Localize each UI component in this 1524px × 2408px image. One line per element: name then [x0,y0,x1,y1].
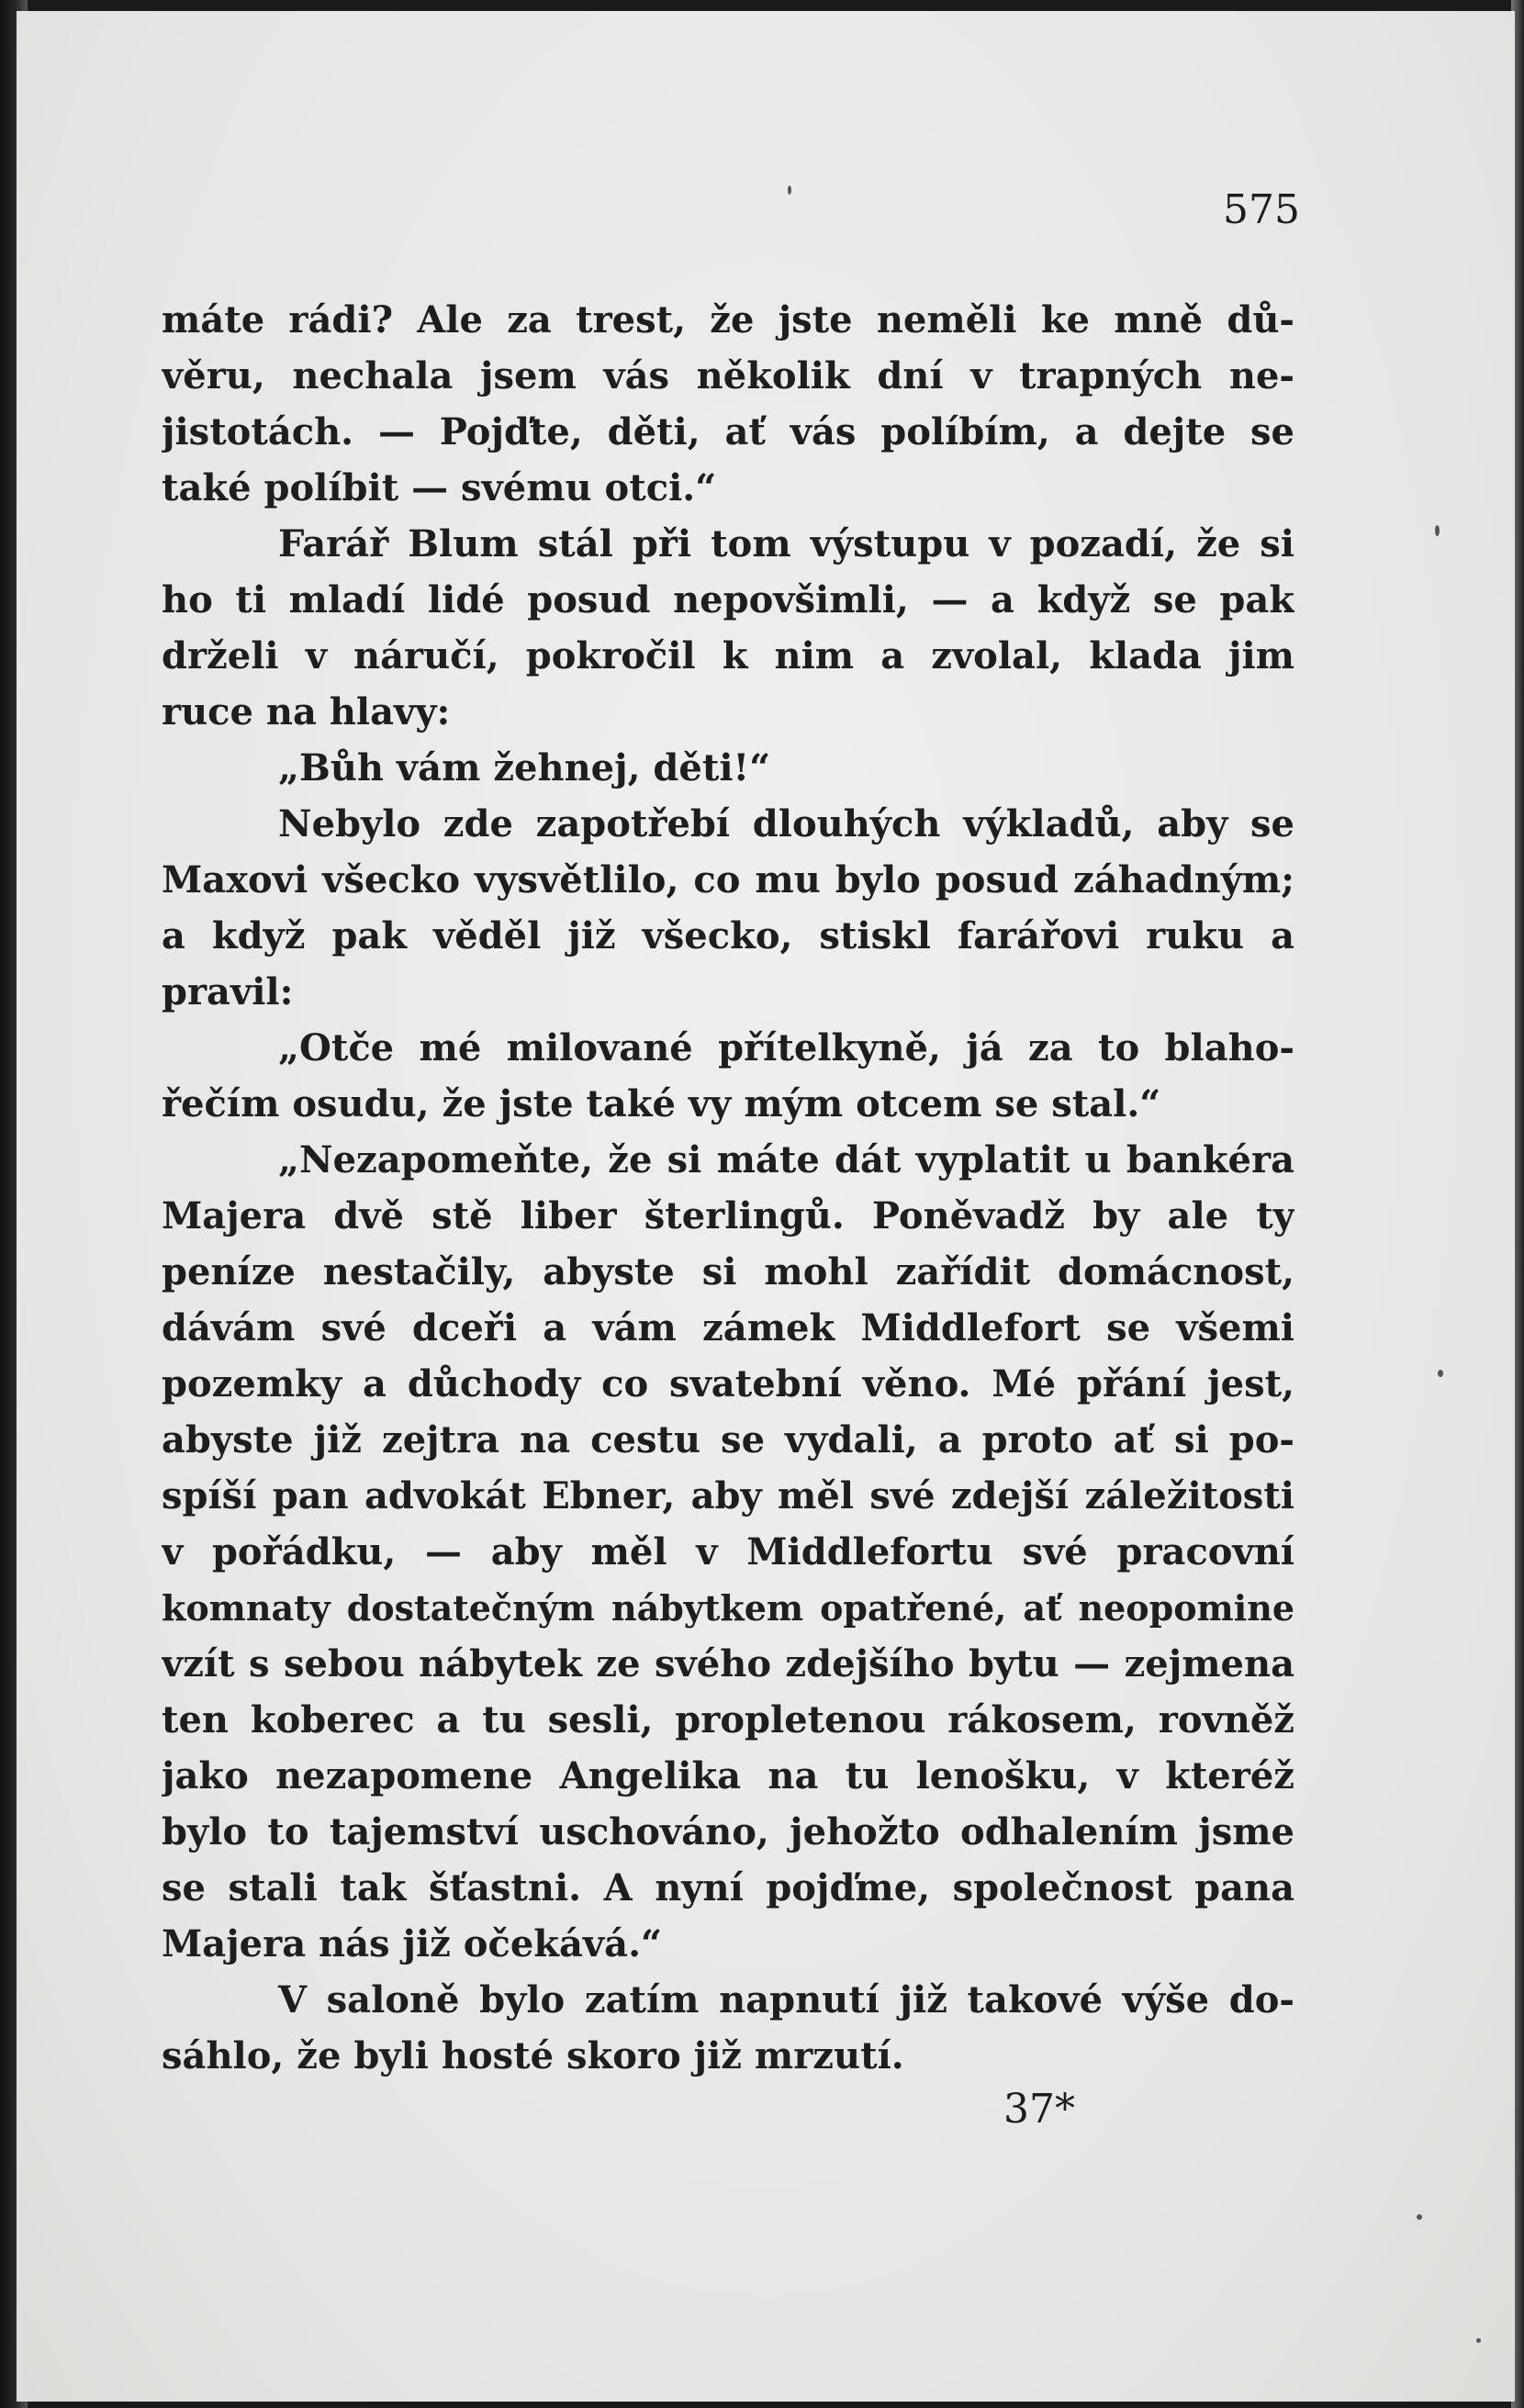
text-line: ruce na hlavy: [162,690,451,734]
text-line: pozemky a důchody co svatební věno. Mé přání jest, [162,1362,1294,1406]
text-line: abyste již zejtra na cestu se vydali, a proto ať si po- [162,1418,1294,1462]
text-line: „Otče mé milované přítelkyně, já za to blaho- [278,1026,1294,1070]
text-line: peníze nestačily, abyste si mohl zařídit domácnost, [162,1250,1294,1294]
text-line: ten koberec a tu sesli, propletenou rákosem, rovněž [162,1698,1294,1742]
text-line: také políbit — svému otci.“ [162,466,717,510]
text-line: spíší pan advokát Ebner, aby měl své zdejší záležitosti [162,1474,1294,1518]
text-line: Majera dvě stě liber šterlingů. Poněvadž by ale ty [162,1194,1294,1238]
text-line: se stali tak šťastni. A nyní pojďme, společnost pana [162,1866,1294,1910]
scan-speck [788,185,791,195]
text-line: řečím osudu, že jste také vy mým otcem se stal.“ [162,1082,1161,1126]
text-line: drželi v náručí, pokročil k nim a zvolal, klada jim [162,634,1294,678]
text-line: vzít s sebou nábytek ze svého zdejšího bytu — zejmena [162,1642,1294,1686]
text-line: dávám své dceři a vám zámek Middlefort se všemi [162,1306,1294,1350]
text-line: Maxovi všecko vysvětlilo, co mu bylo posud záhadným; [162,858,1294,902]
text-line: komnaty dostatečným nábytkem opatřené, ať neopomine [162,1587,1294,1629]
scan-speck [1435,525,1440,536]
scan-speck [1438,1370,1443,1377]
text-line: Farář Blum stál při tom výstupu v pozadí, že si [278,522,1294,566]
text-line: ho ti mladí lidé posud nepovšimli, — a když se pak [162,578,1294,622]
scan-speck [1417,2214,1422,2220]
scan-speck [1476,2338,1481,2343]
text-line: bylo to tajemství uschováno, jehožto odhalením jsme [162,1810,1294,1854]
text-line: a když pak věděl již všecko, stiskl farářovi ruku a [162,914,1294,958]
text-line: věru, nechala jsem vás několik dní v trapných ne- [162,354,1294,398]
text-line: „Bůh vám žehnej, děti!“ [278,746,771,790]
text-line: v pořádku, — aby měl v Middlefortu své pracovní [162,1530,1294,1574]
text-line: pravil: [162,970,294,1014]
text-line: jistotách. — Pojďte, děti, ať vás políbím, a dejte se [162,410,1294,454]
body-text [162,292,1294,2084]
page-number: 575 [1223,186,1300,233]
text-line: sáhlo, že byli hosté skoro již mrzutí. [162,2034,904,2078]
text-line: jako nezapomene Angelika na tu lenošku, v kteréž [162,1754,1294,1798]
text-line: máte rádi? Ale za trest, že jste neměli ke mně dů- [162,298,1294,342]
text-line: Majera nás již očekává.“ [162,1922,662,1966]
signature-mark: 37* [1003,2086,1075,2133]
text-line: Nebylo zde zapotřebí dlouhých výkladů, aby se [278,802,1294,846]
text-line: „Nezapomeňte, že si máte dát vyplatit u bankéra [278,1138,1294,1182]
text-line: V saloně bylo zatím napnutí již takové výše do- [278,1978,1294,2022]
